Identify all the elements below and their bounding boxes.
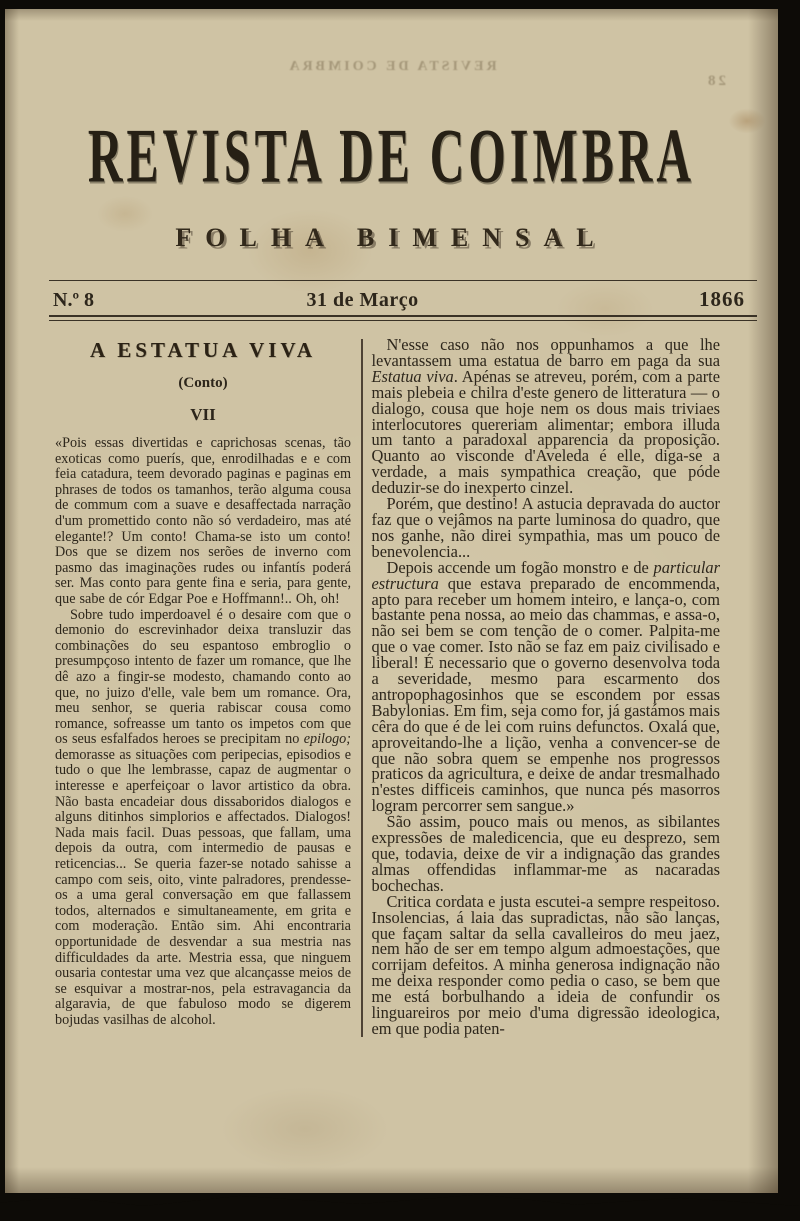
- text-segment: São assim, pouco mais ou menos, as sibilantes expressões de maledicencia, que eu desprezo, sem que, todavia, deixe de vir a indignação das grandes almas offendidas inflammar-me as nacaradas bochechas.: [371, 812, 720, 895]
- right-column: [372, 337, 721, 1037]
- bleed-through-page-number: 28: [705, 73, 726, 89]
- text-segment: N'esse caso não nos oppunhamos a que lhe levantassem uma estatua de barro em paga da sua: [371, 335, 720, 370]
- article-body-right: [372, 337, 721, 1037]
- issue-year: 1866: [699, 287, 745, 311]
- article-genre: (Conto): [178, 375, 228, 391]
- paragraph: [372, 496, 721, 560]
- italic-text-segment: Estatua viva: [371, 366, 454, 386]
- article-chapter: VII: [190, 405, 216, 424]
- paragraph: [372, 337, 721, 496]
- article-columns: [5, 337, 778, 1037]
- paragraph: [371, 557, 721, 816]
- italic-text-segment: epilogo;: [303, 731, 351, 748]
- text-segment: Critica cordata e justa escutei-a sempre respeitoso. Insolencias, á laia das supradictas, não são lanças, que façam saltar da sella cavalleiros do meu jaez, nem hão de ser em tempo algum admoestações, que corrijam defeitos. A minha generosa indignação não me deixa responder como pedia o caso, se bem que me está borbulhando a ideia de confundir os linguareiros por meio d'uma digressão ideologica, em que podia paten-: [371, 891, 720, 1038]
- issue-number: N.º 8: [53, 289, 95, 311]
- newspaper-page: [5, 9, 778, 1193]
- text-segment: demorasse as situações com peripecias, episodios e tudo o que lhe lembrasse, capaz de augmentar o interesse e aperfeiçoar o lavor artistico da obra. Não basta encadeiar dous dissaboridos dialogos e alguns ditinhos simplorios e affectados. Dialogos! Nada mais facil. Duas pessoas, que fallam, uma depois da outra, com intermedio de pausas e reticencias... Se queria fazer-se notado sahisse a campo com seis, oito, vinte palradores, prendesse-os a uma geral conversação em que fallassem todos, alternados e simultaneamente, em grita e com moderação. Então sim. Ahi encontraria opportunidade de desvendar a sua mestria nas difficuldades da arte. Mestria essa, que ninguem ousaria contestar uma vez que alcançasse meios de se esquivar a mostrar-nos, pela estravagancia da algaravia, de que fabuloso modo se digerem bojudas vasilhas de alcohol.: [55, 746, 351, 1028]
- paragraph: [372, 814, 721, 894]
- text-segment: que estava preparado de encommenda, apto para receber um homem inteiro, e lança-o, com bastante pena nossa, ao meio das chammas, e assa-o, não sei bem se com tenção de o comer. Palpita-me que o vae comer. Isto não se faz em paiz civilisado e liberal! É necessario que o governo desenvolva toda a severidade, mesmo para escarmento dos antropophagosinhos que se escondem por essas Babylonias. Em fim, seja como for, já gastámos mais cêra do que é de lei com ruins defunctos. Oxalá que, aproveitando-lhe a lição, venha a convencer-se de que não sobra quem se empenhe nos progressos praticos da agricultura, e deixe de andar tresmalhado n'estes difficeis caminhos, que nunca pés masorros logram percorrer sem sangue.»: [371, 573, 720, 816]
- italic-text-segment: particular estructura: [371, 557, 720, 593]
- article-title: A ESTATUA VIVA: [89, 338, 316, 362]
- text-segment: «Pois essas divertidas e caprichosas scenas, tão exoticas como puerís, que, enrodilhadas e e com feia catadura, teem devorado paginas e paginas em phrases de todos os tamanhos, terão alguma cousa de commum com a suave e desaffectada narração d'um promettido conto não só verdadeiro, mas até elegante!? Um conto! Chama-se isto um conto! Dos que se dizem nos serões de inverno com pasmo das imaginações rudes ou infantís poderá ser. Mas conto para gente fina e seria, para gente, que sabe de cór Edgar Poe e Hoffmann!.. Oh, oh!: [55, 435, 351, 607]
- bleed-through-header: [5, 59, 778, 89]
- column-divider-rule: [361, 339, 363, 1037]
- bleed-through-title: REVISTA DE COIMBRA: [286, 59, 497, 74]
- masthead-title: REVISTA DE COIMBRA: [87, 113, 696, 200]
- article-body-left: [55, 436, 351, 1029]
- left-column: [55, 337, 351, 1037]
- text-segment: Porém, que destino! A astucia depravada do auctor faz que o vejâmos na parte luminosa do quadro, que nos ganhe, não direi sympathia, mas um pouco de benevolencia...: [371, 494, 720, 561]
- paragraph: [55, 436, 351, 608]
- issue-bar: [49, 280, 757, 321]
- text-segment: Depois accende um fogão monstro e de: [386, 557, 654, 577]
- text-segment: Sobre tudo imperdoavel é o desaire com que o demonio do escrevinhador deixa transluzir das combinações do seu espantoso embroglio o presumpçoso intento de fazer um romance, que lhe dê azo a fingir-se modesto, chamando conto ao que, no juizo d'elle, vale bem um romance. Ora, meu senhor, se queria rabiscar cousa como romance, sofreasse um tanto os impetos com que os seus esfalfados heroes se precipitam no: [55, 606, 351, 748]
- masthead-subtitle: FOLHA BIMENSAL: [175, 223, 608, 252]
- issue-row: [49, 281, 757, 315]
- text-segment: . Apénas se atreveu, porém, com a parte mais plebeia e chilra d'este genero de litteratura — o dialogo, cousa que hoje nem os dous mais triviaes interlocutores quereriam alimentar; embora illuda um tanto a paradoxal apparencia da proposição. Quanto ao visconde d'Aveleda é elle, diga-se a verdade, a mais sympathica creação, que póde deduzir-se do inexperto cinzel.: [371, 366, 721, 498]
- issue-date: 31 de Março: [306, 289, 419, 311]
- paragraph: [55, 608, 351, 1029]
- paragraph: [371, 891, 721, 1038]
